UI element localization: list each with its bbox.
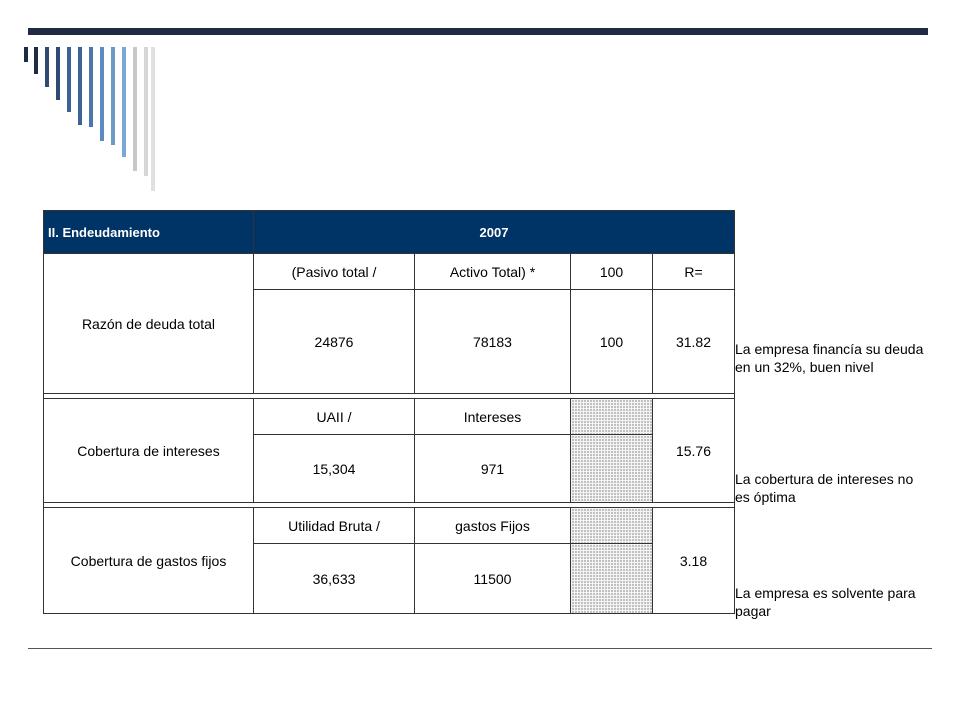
- formula-cell: Intereses: [415, 399, 571, 435]
- row-label: Razón de deuda total: [44, 254, 254, 394]
- decor-stripe: [45, 47, 49, 87]
- table-row: [44, 254, 735, 290]
- hatched-cell: [571, 399, 653, 435]
- decor-stripe: [56, 47, 60, 100]
- row-label: Cobertura de gastos fijos: [44, 508, 254, 614]
- value-cell: 11500: [415, 544, 571, 614]
- table-row: [44, 399, 735, 435]
- debt-ratio-table: [43, 210, 735, 614]
- bottom-divider: [28, 648, 932, 649]
- note-interest-coverage: La cobertura de intereses no es óptima: [735, 471, 914, 505]
- note-fixed-cost-coverage: La empresa es solvente para pagar: [735, 585, 916, 619]
- formula-cell: gastos Fijos: [415, 508, 571, 544]
- value-cell: 36,633: [254, 544, 415, 614]
- formula-cell: Utilidad Bruta /: [254, 508, 415, 544]
- hatched-cell: [571, 508, 653, 544]
- row-label: Cobertura de intereses: [44, 399, 254, 503]
- year-header: 2007: [254, 211, 735, 254]
- table-header-row: [44, 211, 735, 254]
- hatched-cell: [571, 435, 653, 503]
- decor-stripe: [78, 47, 82, 125]
- top-accent-bar: [28, 28, 928, 35]
- result-cell: 3.18: [653, 508, 735, 614]
- formula-cell: 100: [571, 254, 653, 290]
- formula-cell: R=: [653, 254, 735, 290]
- formula-cell: (Pasivo total /: [254, 254, 415, 290]
- decor-stripe: [24, 47, 28, 62]
- table-row: [44, 508, 735, 544]
- decor-stripe: [122, 47, 126, 157]
- decor-stripe: [144, 47, 148, 176]
- section-title: II. Endeudamiento: [44, 211, 254, 254]
- result-cell: 15.76: [653, 399, 735, 503]
- decor-stripe: [133, 47, 137, 171]
- decor-stripe: [111, 47, 115, 145]
- formula-cell: Activo Total) *: [415, 254, 571, 290]
- decor-stripe: [34, 47, 38, 74]
- value-cell: 100: [571, 290, 653, 394]
- decor-stripe: [89, 47, 93, 127]
- hatched-cell: [571, 544, 653, 614]
- decor-stripe: [67, 47, 71, 112]
- formula-cell: UAII /: [254, 399, 415, 435]
- note-debt-ratio: La empresa financía su deuda en un 32%, buen nivel: [735, 341, 924, 375]
- value-cell: 971: [415, 435, 571, 503]
- decor-stripe: [151, 47, 155, 191]
- result-cell: 31.82: [653, 290, 735, 394]
- decor-stripe: [100, 47, 104, 141]
- value-cell: 24876: [254, 290, 415, 394]
- value-cell: 78183: [415, 290, 571, 394]
- value-cell: 15,304: [254, 435, 415, 503]
